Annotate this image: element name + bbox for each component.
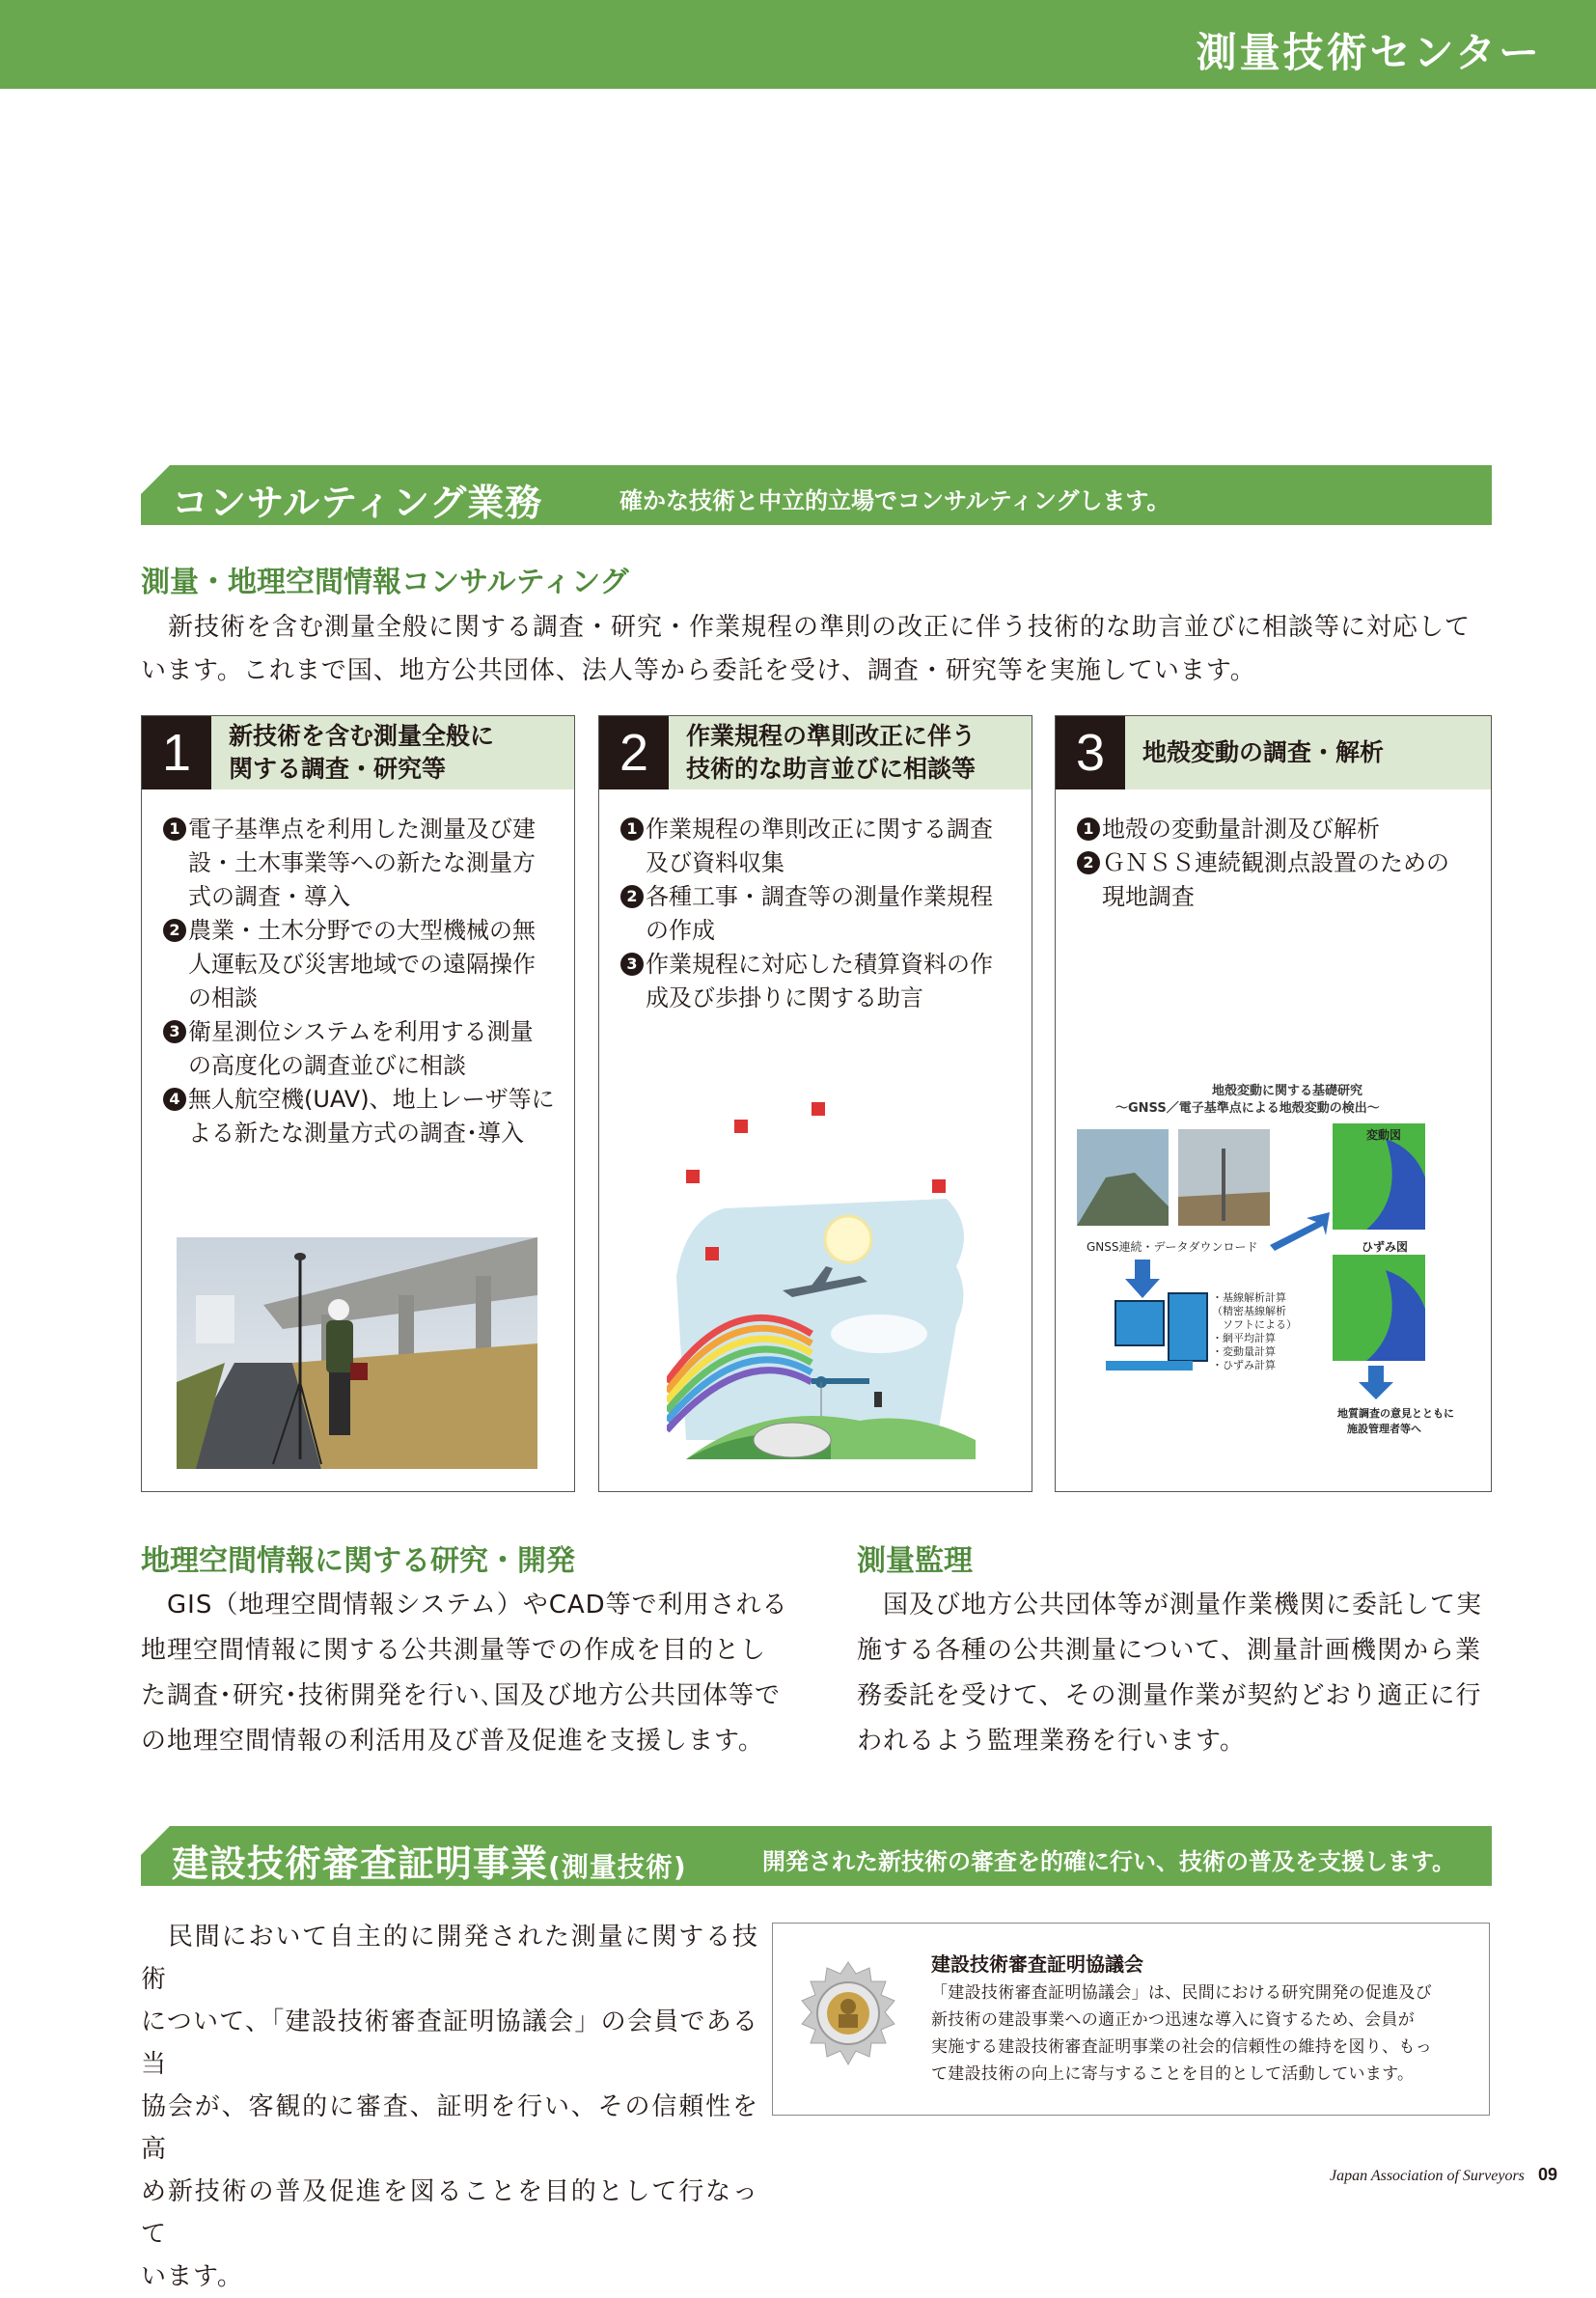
list-item [163, 1083, 561, 1150]
item-line: 式の調査・導入 [188, 883, 350, 910]
item-line: 作業規程に対応した積算資料の作 [646, 951, 993, 978]
consulting-subtitle: 確かな技術と中立的立場でコンサルティングします。 [619, 487, 1170, 514]
item-line: 人運転及び災害地域での遠隔操作 [188, 951, 536, 978]
item-line: 作業規程の準則改正に関する調査 [646, 816, 993, 843]
crustal-deformation-diagram [1077, 1081, 1482, 1467]
consulting-paragraph [141, 606, 1492, 693]
card-title-line: 地殻変動の調査・解析 [1142, 738, 1385, 766]
corner-notch [141, 1826, 170, 1855]
list-item [1077, 846, 1477, 914]
paragraph-line: 協会が、客観的に審査、証明を行い、その信頼性を高 [141, 2092, 758, 2164]
number-mark: 2 [620, 885, 644, 908]
card-title-line: 新技術を含む測量全般に [229, 722, 495, 750]
item-line: 農業・土木分野での大型機械の無 [188, 917, 536, 944]
consulting-heading: 測量・地理空間情報コンサルティング [141, 566, 629, 599]
result-label: 施設管理者等へ [1347, 1423, 1421, 1435]
certification-section-bar [141, 1826, 1492, 1886]
paragraph-line: た調査･研究･技術開発を行い､国及び地方公共団体等で [141, 1681, 782, 1710]
number-mark: 2 [1077, 851, 1100, 874]
list-item [163, 914, 561, 1015]
calc-item: ・変動量計算 [1212, 1345, 1276, 1358]
header-title: 測量技術センター [1196, 29, 1542, 76]
item-line: 成及び歩掛りに関する助言 [646, 984, 923, 1011]
item-line: の作成 [646, 917, 715, 944]
paragraph-line: の地理空間情報の利活用及び普及促進を支援します。 [141, 1727, 764, 1756]
paragraph-line: め新技術の普及促進を図ることを目的として行なって [141, 2177, 758, 2249]
number-mark: 3 [620, 953, 644, 976]
number-mark: 3 [163, 1020, 186, 1043]
council-title: 建設技術審査証明協議会 [931, 1952, 1143, 1976]
card-title [229, 716, 566, 789]
download-label: GNSS連続・データダウンロード [1087, 1240, 1258, 1254]
certification-title [172, 1834, 687, 1887]
list-item [620, 948, 1018, 1015]
paragraph-line: について、「建設技術審査証明協議会」の会員である当 [141, 2007, 758, 2079]
description-line: て建設技術の向上に寄与することを目的として活動しています。 [931, 2064, 1415, 2084]
list-item [620, 813, 1018, 880]
paragraph-line: 務委託を受けて、その測量作業が契約どおり適正に行 [857, 1681, 1482, 1710]
corner-notch [141, 465, 170, 494]
card-list [620, 813, 1018, 1015]
description-line: 「建設技術審査証明協議会」は、民間における研究開発の促進及び [931, 1983, 1432, 2003]
item-line: 設・土木事業等への新たな測量方 [188, 849, 536, 876]
certification-title-main: 建設技術審査証明事業 [172, 1842, 549, 1885]
card-header [142, 716, 574, 789]
card-title [1142, 716, 1483, 789]
list-item [620, 880, 1018, 948]
surveying-illustration [667, 1102, 976, 1459]
diagram-subtitle: 〜GNSS／電子基準点による地殻変動の検出〜 [1115, 1101, 1380, 1116]
item-line: の相談 [188, 984, 258, 1011]
list-item [163, 1015, 561, 1083]
consulting-card-1 [141, 715, 575, 1492]
item-line: 及び資料収集 [646, 849, 784, 876]
card-number: 3 [1056, 716, 1125, 789]
number-mark: 4 [163, 1088, 186, 1111]
certification-subtitle: 開発された新技術の審査を的確に行い、技術の普及を支援します。 [762, 1848, 1456, 1875]
paragraph-line: います。 [141, 2262, 243, 2291]
paragraph-line: 民間において自主的に開発された測量に関する技術 [141, 1923, 758, 1994]
item-line: 現地調査 [1102, 883, 1195, 910]
paragraph-line: 新技術を含む測量全般に関する調査・研究・作業規程の準則の改正に伴う技術的な助言並びに相談等に対応して [168, 613, 1472, 642]
card-header [599, 716, 1032, 789]
result-label: 地質調査の意見とともに [1337, 1407, 1454, 1420]
council-description [931, 1980, 1432, 2088]
research-heading: 地理空間情報に関する研究・開発 [141, 1544, 575, 1578]
paragraph-line: 国及び地方公共団体等が測量作業機関に委託して実 [857, 1591, 1483, 1620]
card-header [1056, 716, 1491, 789]
research-paragraph [141, 1583, 797, 1764]
card-list [1077, 813, 1477, 914]
item-line: よる新たな測量方式の調査･導入 [188, 1120, 524, 1147]
page-number: 09 [1538, 2165, 1558, 2184]
header-bar [0, 0, 1596, 89]
item-line: 電子基準点を利用した測量及び建 [188, 816, 536, 843]
paragraph-line: 地理空間情報に関する公共測量等での作成を目的とし [141, 1636, 767, 1665]
calc-item: ソフトによる） [1212, 1318, 1297, 1331]
change-map-label: 変動図 [1366, 1128, 1402, 1142]
card-title [686, 716, 1024, 789]
paragraph-line: GIS（地理空間情報システム）やCAD等で利用される [141, 1591, 788, 1620]
consulting-card-2 [598, 715, 1032, 1492]
card-title-line: 作業規程の準則改正に伴う [686, 722, 977, 750]
description-line: 実施する建設技術審査証明事業の社会的信頼性の維持を図り、もっ [931, 2037, 1432, 2057]
number-mark: 1 [620, 817, 644, 841]
supervision-paragraph [857, 1583, 1494, 1764]
consulting-card-3 [1055, 715, 1492, 1492]
calc-item: （精密基線解析 [1212, 1305, 1286, 1317]
number-mark: 1 [1077, 817, 1100, 841]
paragraph-line: います。これまで国、地方公共団体、法人等から委託を受け、調査・研究等を実施しています。 [141, 656, 1256, 685]
card-list [163, 813, 561, 1150]
item-line: 無人航空機(UAV)、地上レーザ等に [188, 1086, 555, 1113]
card-title-line: 技術的な助言並びに相談等 [686, 755, 977, 783]
strain-map-label: ひずみ図 [1362, 1240, 1409, 1254]
certification-title-suffix: (測量技術) [548, 1851, 687, 1883]
diagram-title: 地殻変動に関する基礎研究 [1212, 1084, 1363, 1098]
description-line: 新技術の建設事業への適正かつ迅速な導入に資するため、会員が [931, 2010, 1416, 2030]
footer-org: Japan Association of Surveyors [1330, 2168, 1525, 2184]
item-line: 地殻の変動量計測及び解析 [1102, 816, 1380, 843]
calc-item: ・基線解析計算 [1212, 1291, 1286, 1304]
council-seal-icon [794, 1960, 902, 2068]
item-line: 各種工事・調査等の測量作業規程 [646, 883, 993, 910]
surveyor-photo [177, 1237, 537, 1469]
number-mark: 2 [163, 919, 186, 942]
number-mark: 1 [163, 817, 186, 841]
council-info-box [772, 1923, 1490, 2116]
card-title-line: 関する調査・研究等 [229, 755, 447, 783]
consulting-section-bar [141, 465, 1492, 525]
calc-item: ・ひずみ計算 [1212, 1359, 1276, 1371]
list-item [163, 813, 561, 914]
list-item [1077, 813, 1477, 846]
card-number: 2 [599, 716, 669, 789]
calc-item: ・網平均計算 [1212, 1332, 1276, 1344]
item-line: ＧＮＳＳ連続観測点設置のための [1102, 849, 1449, 876]
certification-paragraph [141, 1916, 758, 2298]
paragraph-line: われるよう監理業務を行います。 [857, 1727, 1246, 1756]
consulting-title: コンサルティング業務 [172, 482, 543, 524]
item-line: の高度化の調査並びに相談 [188, 1052, 466, 1079]
card-number: 1 [142, 716, 211, 789]
item-line: 衛星測位システムを利用する測量 [188, 1018, 534, 1045]
supervision-heading: 測量監理 [857, 1544, 973, 1578]
paragraph-line: 施する各種の公共測量について、測量計画機関から業 [857, 1636, 1481, 1665]
